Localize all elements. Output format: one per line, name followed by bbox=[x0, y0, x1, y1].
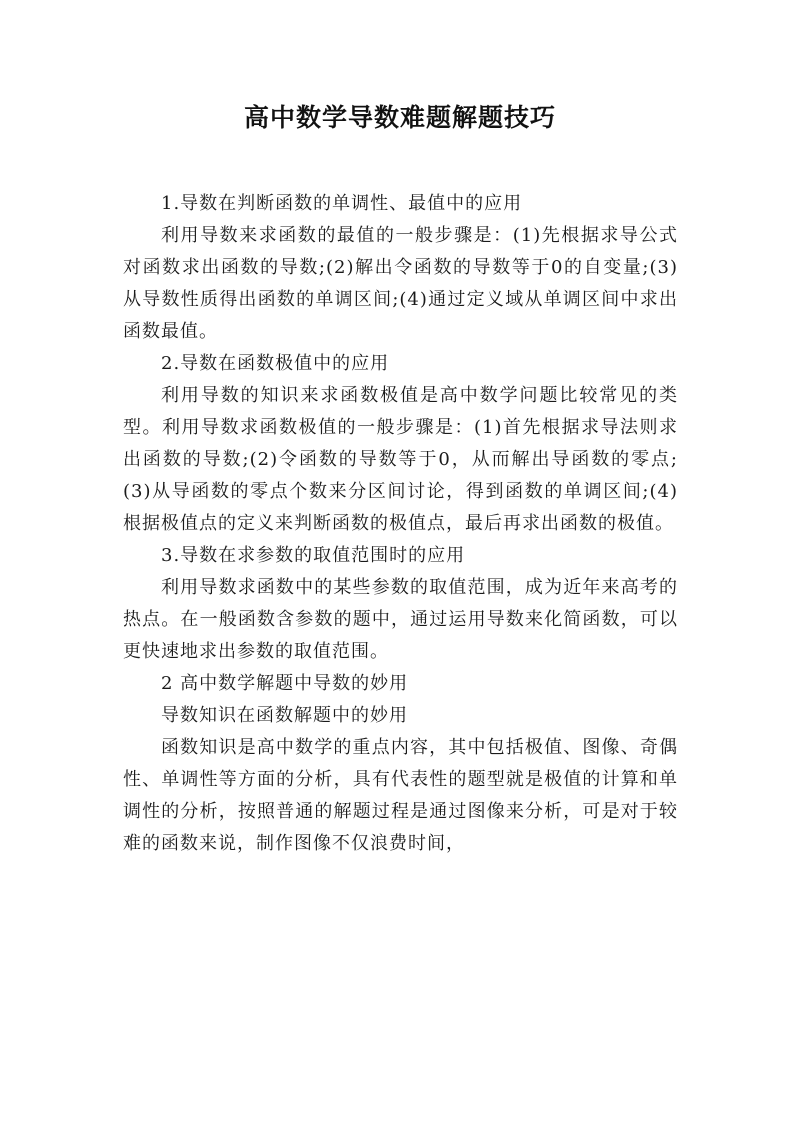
body-paragraph: 利用导数来求函数的最值的一般步骤是：(1)先根据求导公式对函数求出函数的导数;(2)解出令函数的导数等于0的自变量;(3)从导数性质得出函数的单调区间;(4)通过定义域从单调区间中求出函数最值。 bbox=[123, 225, 678, 342]
section-heading: 2 高中数学解题中导数的妙用 bbox=[161, 673, 409, 694]
body-paragraph: 函数知识是高中数学的重点内容，其中包括极值、图像、奇偶性、单调性等方面的分析，具有代表性的题型就是极值的计算和单调性的分析，按照普通的解题过程是通过图像来分析，可是对于较难的函数来说，制作图像不仅浪费时间， bbox=[123, 737, 678, 854]
subsection-heading: 导数知识在函数解题中的妙用 bbox=[161, 705, 408, 726]
body-paragraph: 利用导数求函数中的某些参数的取值范围，成为近年来高考的热点。在一般函数含参数的题中，通过运用导数来化简函数，可以更快速地求出参数的取值范围。 bbox=[123, 577, 678, 662]
document-title: 高中数学导数难题解题技巧 bbox=[243, 103, 556, 132]
section-heading: 1.导数在判断函数的单调性、最值中的应用 bbox=[161, 193, 523, 214]
document-body bbox=[123, 188, 678, 860]
section-heading: 2.导数在函数极值中的应用 bbox=[161, 353, 390, 374]
section-heading: 3.导数在求参数的取值范围时的应用 bbox=[161, 545, 466, 566]
body-paragraph: 利用导数的知识来求函数极值是高中数学问题比较常见的类型。利用导数求函数极值的一般步骤是：(1)首先根据求导法则求出函数的导数;(2)令函数的导数等于0，从而解出导函数的零点;(3)从导函数的零点个数来分区间讨论，得到函数的单调区间;(4)根据极值点的定义来判断函数的极值点，最后再求出函数的极值。 bbox=[123, 385, 678, 534]
